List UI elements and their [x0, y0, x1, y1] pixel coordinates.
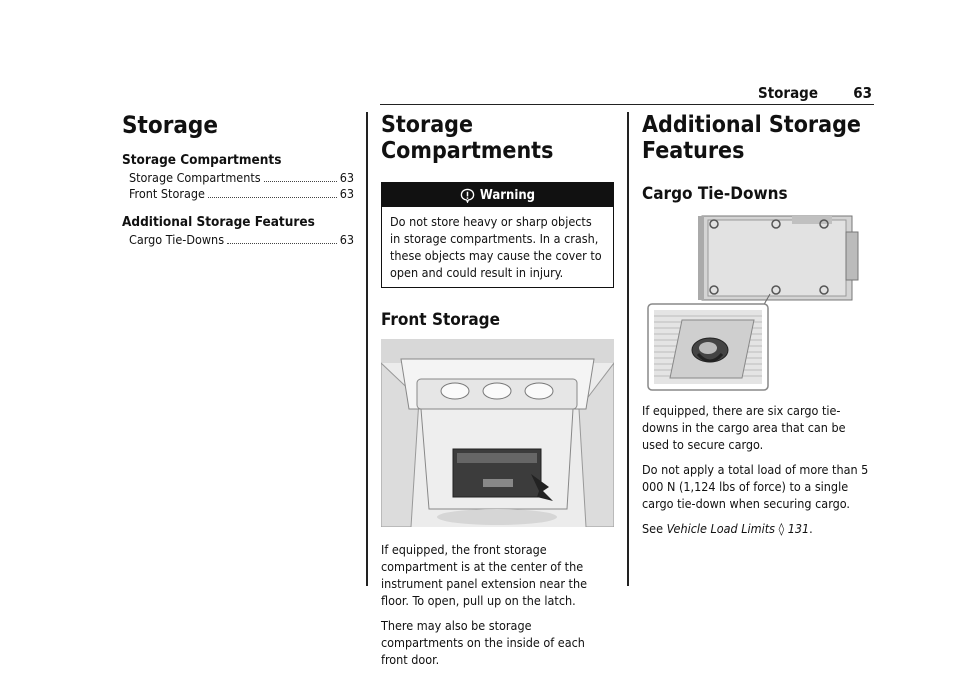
toc-group [122, 214, 354, 248]
header-section-title: Storage [757, 84, 818, 102]
warning-label: Warning [479, 187, 536, 203]
warning-header [382, 183, 613, 207]
column-divider [366, 112, 368, 586]
toc-entry-label: Storage Compartments [129, 170, 261, 185]
page-ref-icon: ◊ [778, 521, 785, 536]
toc-entry-label: Cargo Tie-Downs [129, 232, 225, 247]
section-title: Additional Storage Features [642, 112, 861, 164]
page-header [380, 82, 874, 105]
toc-entry-page: 63 [339, 170, 354, 185]
toc-group [122, 152, 354, 202]
toc-entry-page: 63 [339, 232, 354, 247]
toc-entry-page: 63 [339, 186, 354, 201]
see-reference [642, 520, 874, 537]
dot-leader [264, 170, 337, 182]
warning-box [381, 182, 614, 288]
paragraph: There may also be storage compartments on the inside of each front door. [381, 618, 585, 667]
additional-storage-column [642, 112, 874, 545]
paragraph: If equipped, there are six cargo tie-downs in the cargo area that can be used to secure cargo. [642, 403, 846, 452]
storage-compartments-column [381, 112, 614, 676]
section-title: Storage Compartments [381, 112, 554, 164]
toc-entry[interactable] [122, 232, 354, 248]
warning-text: Do not store heavy or sharp objects in storage compartments. In a crash, these objects may cause the cover to open and could result in injury. [390, 214, 602, 280]
column-divider [627, 112, 629, 586]
toc-entry-label: Front Storage [129, 186, 205, 201]
subsection-title: Front Storage [381, 310, 500, 330]
toc-heading: Storage Compartments [122, 152, 282, 168]
page-number: 63 [853, 84, 872, 102]
see-suffix: . [809, 521, 813, 536]
toc-column [122, 112, 354, 260]
dot-leader [227, 232, 337, 244]
toc-entry[interactable] [122, 186, 354, 202]
warning-icon [460, 188, 475, 203]
dot-leader [208, 186, 337, 198]
chapter-title: Storage [122, 111, 219, 139]
cross-reference-page[interactable]: 131 [787, 521, 810, 536]
toc-heading: Additional Storage Features [122, 214, 315, 230]
see-prefix: See [642, 521, 667, 536]
paragraph: If equipped, the front storage compartment is at the center of the instrument panel extension near the floor. To open, pull up on the latch. [381, 542, 587, 608]
subsection-title: Cargo Tie-Downs [642, 184, 788, 204]
cross-reference-link[interactable]: Vehicle Load Limits [666, 521, 775, 536]
paragraph: Do not apply a total load of more than 5 000 N (1,124 lbs of force) to a single cargo tie-down when securing cargo. [642, 462, 869, 511]
toc-entry[interactable] [122, 170, 354, 186]
cargo-tie-downs-illustration [642, 212, 874, 394]
front-storage-illustration [381, 339, 614, 527]
